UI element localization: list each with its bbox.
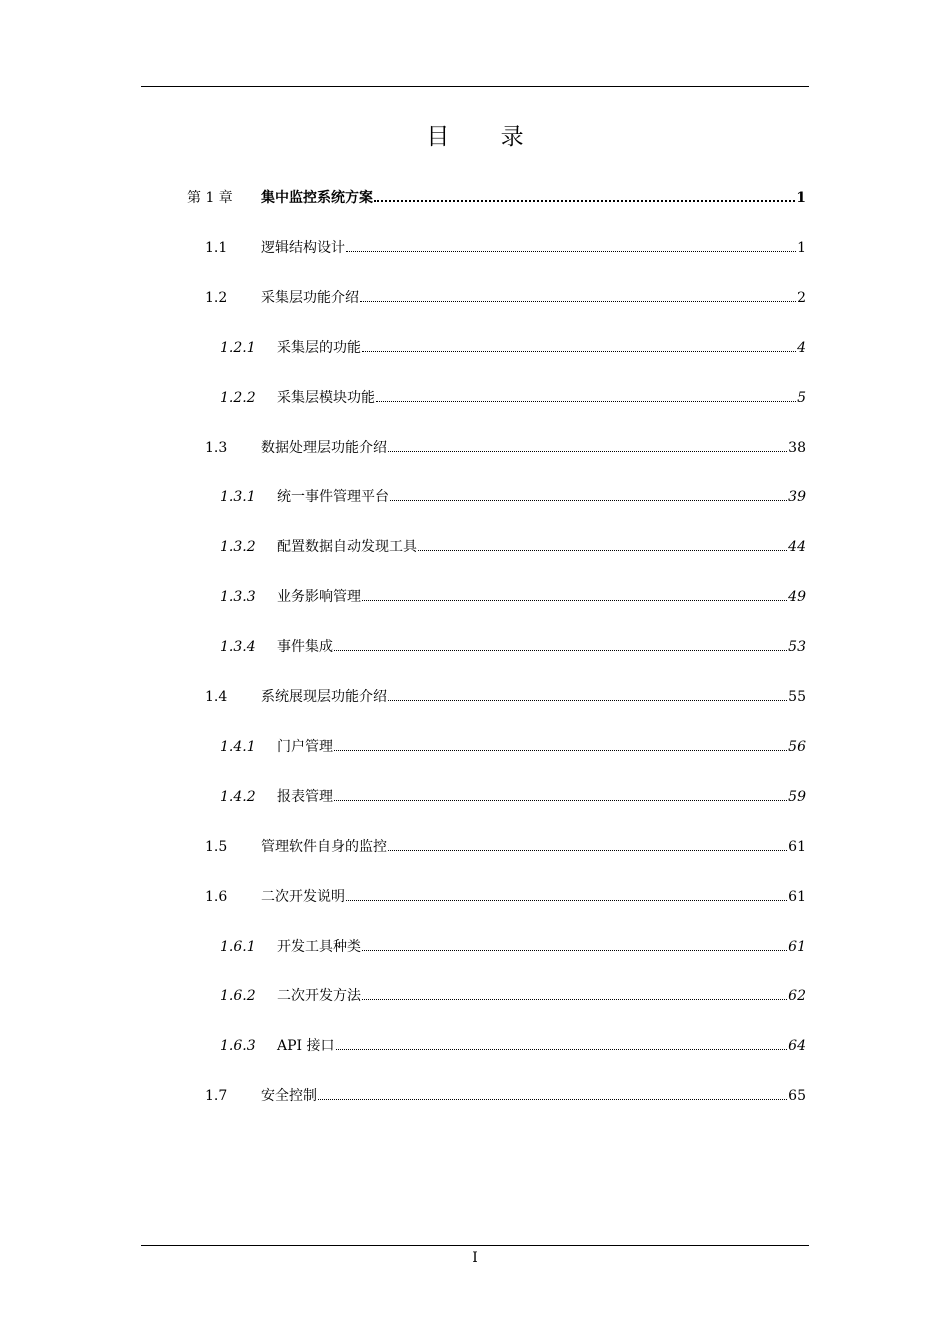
page-number: I [472, 1250, 478, 1266]
toc-entry-number: 1.6 [205, 889, 228, 905]
toc-entry-number: 1.2.1 [220, 340, 256, 356]
toc-entry[interactable] [205, 886, 806, 906]
toc-entry[interactable] [220, 736, 806, 756]
toc-entry-label: 业务影响管理 [277, 589, 361, 605]
toc-entry-number: 1.4.2 [220, 789, 256, 805]
toc-entry-number: 第 1 章 [187, 190, 233, 206]
toc-entry-label: 集中监控系统方案 [261, 190, 373, 206]
toc-dot-leader [334, 750, 787, 751]
toc-entry-page: 61 [788, 889, 806, 905]
toc-entry-label: 管理软件自身的监控 [261, 839, 387, 855]
toc-entry-number: 1.4 [205, 689, 228, 705]
toc-entry-page: 39 [788, 489, 806, 505]
toc-entry-page: 64 [788, 1038, 806, 1054]
toc-entry-label: 门户管理 [277, 739, 333, 755]
toc-entry-label: 报表管理 [277, 789, 333, 805]
toc-entry-page: 61 [788, 939, 806, 955]
footer-rule [141, 1245, 809, 1246]
toc-entry-label: 数据处理层功能介绍 [261, 440, 387, 456]
toc-entry-label: API 接口 [277, 1038, 335, 1054]
toc-entry-page: 62 [788, 988, 806, 1004]
toc-dot-leader [318, 1099, 787, 1100]
toc-dot-leader [362, 999, 787, 1000]
toc-dot-leader [418, 550, 787, 551]
toc-entry-page: 38 [788, 440, 806, 456]
toc-dot-leader [362, 351, 796, 352]
toc-entry-number: 1.4.1 [220, 739, 256, 755]
toc-entry[interactable] [220, 985, 806, 1005]
toc-dot-leader [346, 251, 796, 252]
toc-title: 目 录 [426, 124, 546, 150]
toc-entry-label: 事件集成 [277, 639, 333, 655]
toc-entry-label: 采集层模块功能 [277, 390, 375, 406]
toc-entry-label: 统一事件管理平台 [277, 489, 389, 505]
toc-entry-number: 1.3 [205, 440, 228, 456]
toc-entry-page: 65 [788, 1088, 806, 1104]
toc-dot-leader [362, 600, 787, 601]
toc-entry-page: 4 [797, 340, 806, 356]
toc-dot-leader [388, 700, 787, 701]
toc-entry-label: 配置数据自动发现工具 [277, 539, 417, 555]
toc-entry-page: 59 [788, 789, 806, 805]
toc-entry[interactable] [187, 187, 806, 207]
toc-entry-page: 53 [788, 639, 806, 655]
toc-entry[interactable] [220, 786, 806, 806]
toc-dot-leader [360, 301, 796, 302]
toc-entry[interactable] [205, 237, 806, 257]
toc-entry-number: 1.6.2 [220, 988, 256, 1004]
toc-entry-page: 61 [788, 839, 806, 855]
toc-entry-label: 安全控制 [261, 1088, 317, 1104]
toc-entry[interactable] [220, 936, 806, 956]
toc-entry[interactable] [220, 1035, 806, 1055]
toc-entry-page: 55 [788, 689, 806, 705]
toc-dot-leader [346, 900, 787, 901]
toc-entry[interactable] [220, 636, 806, 656]
toc-entry-number: 1.1 [205, 240, 228, 256]
toc-entry-number: 1.5 [205, 839, 228, 855]
toc-entry-number: 1.3.2 [220, 539, 256, 555]
toc-entry-page: 2 [797, 290, 806, 306]
toc-entry-page: 49 [788, 589, 806, 605]
toc-entry[interactable] [220, 337, 806, 357]
toc-entry[interactable] [220, 387, 806, 407]
toc-entry-label: 开发工具种类 [277, 939, 361, 955]
toc-entry-label: 系统展现层功能介绍 [261, 689, 387, 705]
toc-entry-number: 1.3.3 [220, 589, 256, 605]
toc-dot-leader [334, 800, 787, 801]
toc-entry-page: 56 [788, 739, 806, 755]
toc-entry-page: 5 [797, 390, 806, 406]
toc-entry[interactable] [220, 536, 806, 556]
toc-dot-leader [362, 950, 787, 951]
toc-entry-number: 1.6.1 [220, 939, 256, 955]
toc-dot-leader [390, 500, 787, 501]
toc-entry-label: 逻辑结构设计 [261, 240, 345, 256]
toc-entry[interactable] [205, 686, 806, 706]
toc-entry-number: 1.7 [205, 1088, 228, 1104]
toc-entry[interactable] [205, 287, 806, 307]
toc-entry-page: 1 [796, 190, 806, 206]
toc-entry-number: 1.2 [205, 290, 228, 306]
toc-entry-label: 二次开发说明 [261, 889, 345, 905]
toc-entry-label: 采集层功能介绍 [261, 290, 359, 306]
toc-entry[interactable] [220, 486, 806, 506]
toc-dot-leader [388, 451, 787, 452]
toc-entry[interactable] [205, 1085, 806, 1105]
toc-dot-leader [388, 850, 787, 851]
toc-entry-page: 1 [797, 240, 806, 256]
toc-entry[interactable] [205, 437, 806, 457]
toc-entry-number: 1.6.3 [220, 1038, 256, 1054]
toc-dot-leader [376, 401, 796, 402]
toc-entry-label: 采集层的功能 [277, 340, 361, 356]
toc-entry-page: 44 [788, 539, 806, 555]
toc-entry-number: 1.3.1 [220, 489, 256, 505]
toc-entry[interactable] [220, 586, 806, 606]
toc-entry-number: 1.3.4 [220, 639, 256, 655]
toc-dot-leader [336, 1049, 788, 1050]
toc-entry[interactable] [205, 836, 806, 856]
toc-entry-number: 1.2.2 [220, 390, 256, 406]
toc-entry-label: 二次开发方法 [277, 988, 361, 1004]
toc-dot-leader [374, 200, 795, 202]
toc-dot-leader [334, 650, 787, 651]
